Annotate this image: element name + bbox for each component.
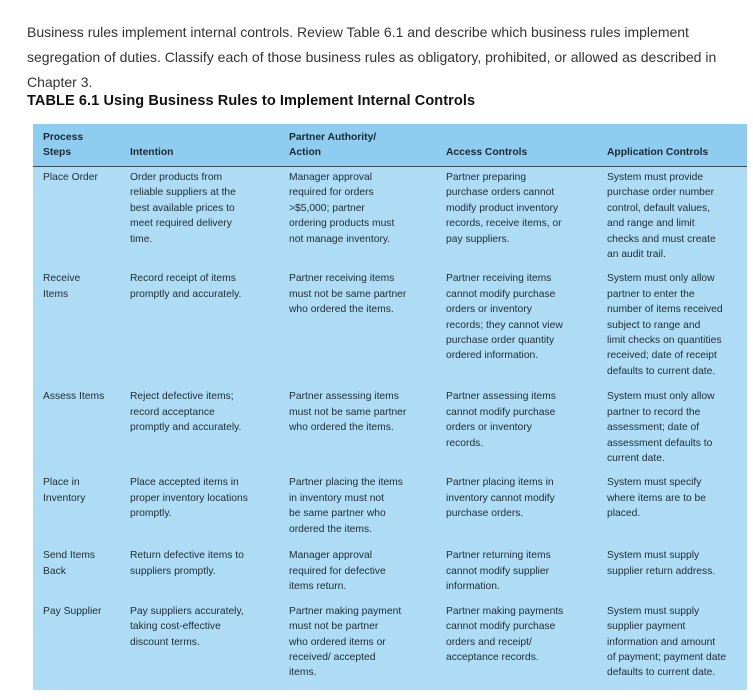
cell-intention: Place accepted items in proper inventory locations promptly.	[130, 477, 248, 520]
header-application-controls: Application Controls	[597, 124, 747, 167]
table-row	[33, 545, 747, 600]
cell-process-step: Place in Inventory	[43, 477, 86, 504]
cell-access-controls: Partner placing items in inventory cannot modify purchase orders.	[446, 477, 555, 520]
cell-application-controls: System must supply supplier return address.	[607, 550, 716, 577]
header-access-controls: Access Controls	[436, 124, 597, 167]
table-row	[33, 167, 747, 269]
cell-application-controls: System must provide purchase order number control, default values, and range and limit checks and must create an audit trail.	[607, 172, 716, 261]
table-header-row	[33, 124, 747, 167]
cell-partner-authority: Partner receiving items must not be same partner who ordered the items.	[289, 273, 407, 316]
cell-application-controls: System must supply supplier payment information and amount of payment; payment date defaults to current date.	[607, 605, 727, 679]
cell-access-controls: Partner receiving items cannot modify purchase orders or inventory records; they cannot view purchase order quantity ordered information.	[446, 273, 563, 362]
cell-partner-authority: Partner assessing items must not be same partner who ordered the items.	[289, 391, 407, 434]
cell-access-controls: Partner preparing purchase orders cannot modify product inventory records, receive items, or pay suppliers.	[446, 172, 562, 245]
table-row	[33, 601, 747, 690]
cell-partner-authority: Manager approval required for defective items return.	[289, 550, 386, 593]
cell-process-step: Assess Items	[43, 391, 105, 403]
cell-partner-authority: Partner making payment must not be partner who ordered items or received/ accepted items.	[289, 605, 402, 679]
table-row	[33, 268, 747, 386]
cell-intention: Record receipt of items promptly and accurately.	[130, 273, 242, 300]
table-row	[33, 386, 747, 472]
cell-access-controls: Partner returning items cannot modify supplier information.	[446, 550, 551, 593]
cell-process-step: Place Order	[43, 172, 98, 183]
cell-process-step: Pay Supplier	[43, 605, 102, 617]
cell-partner-authority: Partner placing the items in inventory must not be same partner who ordered the items.	[289, 477, 403, 535]
cell-intention: Order products from reliable suppliers at the best available prices to meet required delivery time.	[130, 172, 236, 245]
cell-intention: Return defective items to suppliers promptly.	[130, 550, 244, 577]
header-process-steps: Process Steps	[33, 124, 120, 167]
business-rules-table	[33, 124, 747, 690]
cell-application-controls: System must only allow partner to record the assessment; date of assessment defaults to current date.	[607, 391, 715, 465]
header-intention: Intention	[120, 124, 279, 167]
cell-application-controls: System must only allow partner to enter the number of items received subject to range and limit checks on quantities received; date of receipt defaults to current date.	[607, 273, 723, 377]
cell-application-controls: System must specify where items are to be placed.	[607, 477, 707, 520]
cell-intention: Reject defective items; record acceptance promptly and accurately.	[130, 391, 242, 434]
cell-partner-authority: Manager approval required for orders >$5,000; partner ordering products must not manage inventory.	[289, 172, 395, 245]
table-row	[33, 472, 747, 545]
question-text: Business rules implement internal controls. Review Table 6.1 and describe which business rules implement segregation of duties. Classify each of those business rules as obligatory, prohibited, or allowed as described in Chapter 3.	[27, 24, 717, 90]
table-caption: TABLE 6.1 Using Business Rules to Implement Internal Controls	[27, 93, 476, 109]
cell-process-step: Receive Items	[43, 273, 81, 300]
cell-access-controls: Partner assessing items cannot modify purchase orders or inventory records.	[446, 391, 556, 449]
cell-process-step: Send Items Back	[43, 550, 96, 577]
table	[33, 124, 747, 690]
header-partner-authority: Partner Authority/ Action	[279, 124, 436, 167]
cell-intention: Pay suppliers accurately, taking cost-effective discount terms.	[130, 605, 244, 648]
cell-access-controls: Partner making payments cannot modify purchase orders and receipt/ acceptance records.	[446, 605, 564, 663]
